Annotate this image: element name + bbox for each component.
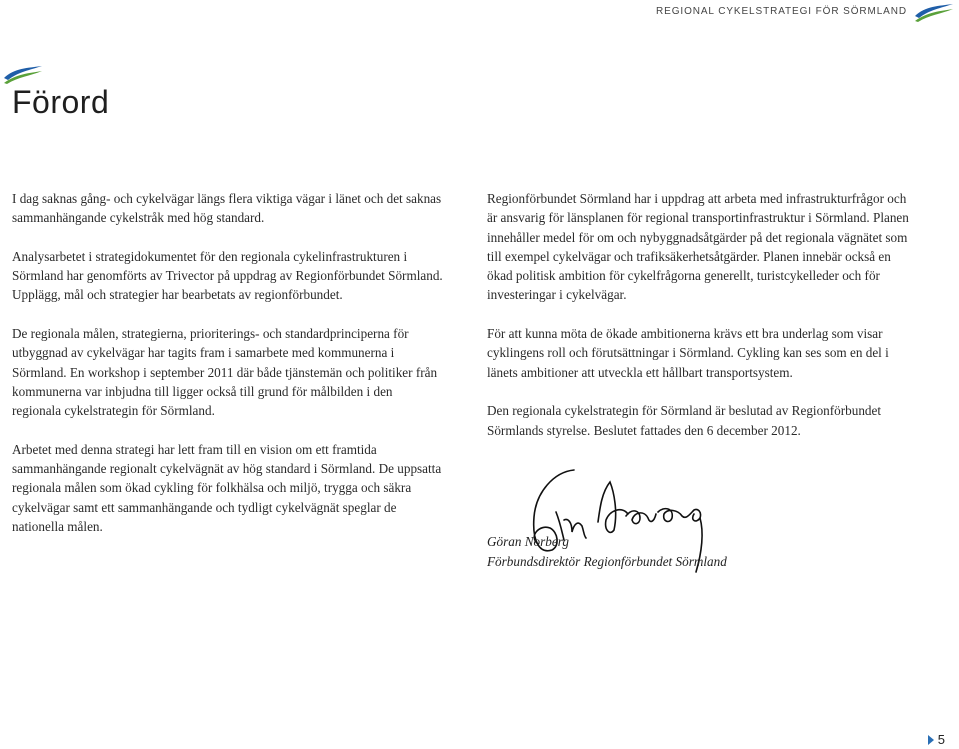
running-header: REGIONAL CYKELSTRATEGI FÖR SÖRMLAND xyxy=(656,6,907,17)
paragraph: Den regionala cykelstrategin för Sörmland är beslutad av Regionförbundet Sörmlands styrelse. Beslutet fattades den 6 december 2012. xyxy=(487,403,882,438)
signatory-name: Göran Norberg xyxy=(487,534,569,549)
signature-block xyxy=(487,532,727,571)
page-title: Förord xyxy=(12,84,110,120)
paragraph: Analysarbetet i strategidokumentet för den regionala cykelinfrastrukturen i Sörmland har genomförts av Trivector på uppdrag av Regionförbundet Sörmland. Upplägg, mål och strategier har bearbetats av regionförbundet. xyxy=(12,248,443,303)
paragraph: För att kunna möta de ökade ambitionerna krävs ett bra underlag som visar cyklingens roll och förutsättningar i Sörmland. Cykling kan ses som en del i länets ambitioner att utveckla ett hållbart transportsystem. xyxy=(487,326,889,380)
signatory-title: Förbundsdirektör Regionförbundet Sörmland xyxy=(487,553,727,569)
triangle-right-icon xyxy=(928,735,934,745)
paragraph: I dag saknas gång- och cykelvägar längs flera viktiga vägar i länet och det saknas sammanhängande cykelstråk med hög standard. xyxy=(12,191,442,226)
paragraph: Arbetet med denna strategi har lett fram till en vision om ett framtida sammanhängande regionalt cykelvägnät av hög standard i Sörmland. De uppsatta regionala målen som ökad cykling för folkhälsa och miljö, trygga och säkra cykelvägar samt ett sammanhängande och tydligt cykelvägnät speglar de nationella målen. xyxy=(12,441,442,535)
page-number-label: 5 xyxy=(937,732,945,747)
region-wave-logo-icon xyxy=(2,64,44,86)
paragraph: De regionala målen, strategierna, prioriterings- och standardprinciperna för utbyggnad av cykelvägar har tagits fram i samarbete med kommunerna i Sörmland. En workshop i september 2011 där både tjänstemän och politiker från kommunerna var inbjudna till ligger också till grund för målbilden i den regionala cykelstrategin för Sörmland. xyxy=(12,326,438,419)
paragraph: Regionförbundet Sörmland har i uppdrag att arbeta med infrastrukturfrågor och är ansvarig för länsplanen för regional transportinfrastruktur i Sörmland. Planen innehåller medel för om och nybyggnadsåtgärder på det regionala vägnätet som till exempel cykelvägar och trafiksäkerhetsåtgärder. Planen innebär också en ökad politisk ambition för cykelfrågorna generellt, turistcykelleder och för investeringar i cykelvägar. xyxy=(487,191,909,303)
left-column xyxy=(12,189,444,536)
page-number xyxy=(928,732,945,747)
region-wave-logo-icon xyxy=(913,2,955,24)
right-column xyxy=(487,189,919,440)
